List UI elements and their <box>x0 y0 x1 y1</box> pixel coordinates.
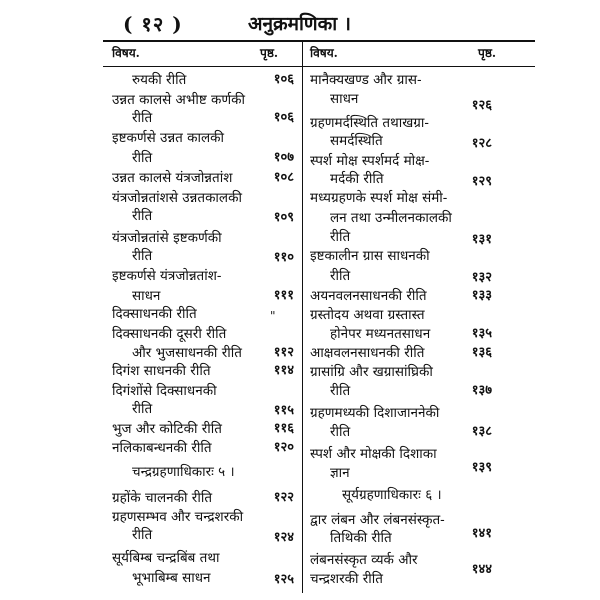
entry-page: १२६ <box>471 98 492 113</box>
entry-text: और भुजसाधनकी रीति <box>132 345 242 361</box>
entry-page: १०६ <box>273 110 294 125</box>
entry-text: रीति <box>330 424 351 440</box>
entry-text: मानैक्यखण्ड और ग्रास- <box>310 72 422 88</box>
entry-page: १३२ <box>471 270 492 285</box>
entry-page: १२९ <box>471 174 492 189</box>
entry-page: १२२ <box>273 490 294 505</box>
entry-page: ११० <box>273 250 294 265</box>
entry-text: इष्टकर्णसे यंत्रजोन्नतांश- <box>112 268 222 284</box>
entry-page: १४४ <box>471 562 492 577</box>
entry-text: यंत्रजोन्नतांसे इष्टकर्णकी <box>112 230 222 246</box>
entry-page: १२४ <box>273 530 294 545</box>
entry-text: समर्दस्थिति <box>330 133 383 149</box>
entry-page: १३९ <box>471 460 492 475</box>
entry-page: १३५ <box>471 326 492 341</box>
top-rule <box>103 40 535 42</box>
entry-text: नलिकाबन्धनकी रीति <box>112 440 212 456</box>
entry-page: १०८ <box>273 170 294 185</box>
entry-text: इष्टकालीन ग्रास साधनकी <box>310 248 430 264</box>
entry-text: दिक्साधनकी रीति <box>112 306 197 322</box>
entry-text: रीति <box>132 527 153 543</box>
entry-page: १०६ <box>273 72 294 87</box>
entry-text: रीति <box>330 268 351 284</box>
entry-text: मर्दकी रीति <box>330 171 384 187</box>
entry-page: १३७ <box>471 383 492 398</box>
entry-text: लंबनसंस्कृत व्यर्क और <box>310 552 418 568</box>
section-heading: सूर्यग्रहणाधिकारः ६ । <box>342 487 442 503</box>
column-divider <box>302 41 303 593</box>
entry-text: होनेपर मध्यनतसाधन <box>330 326 431 342</box>
entry-text: स्पर्श मोक्ष स्पर्शमर्द मोक्ष- <box>310 153 430 169</box>
entry-page: १३१ <box>471 232 492 247</box>
entry-text: दिगंशोंसे दिक्साधनकी <box>112 383 217 399</box>
entry-text: ग्रहणसम्भव और चन्द्रशरकी <box>112 509 244 525</box>
page-header <box>95 6 535 36</box>
entry-text: रीति <box>132 401 153 417</box>
entry-page: १२० <box>273 440 294 455</box>
entry-page: ११४ <box>273 363 294 378</box>
entry-page: १११ <box>273 288 294 303</box>
entry-text: यंत्रजोन्नतांशसे उन्नतकालकी <box>112 190 242 206</box>
entry-text: द्वार लंबन और लंबनसंस्कृत- <box>310 512 445 528</box>
entry-text: चन्द्रशरकी रीति <box>310 571 383 587</box>
entry-text: ग्रहोंके चालनकी रीति <box>112 490 213 506</box>
entry-text: दिगंश साधनकी रीति <box>112 363 211 379</box>
entry-text: भुज और कोटिकी रीति <box>112 421 222 437</box>
entry-text: ग्रासांग्रि और खग्रासांघ्रिकी <box>310 364 433 380</box>
right-heading-page: पृष्ठ. <box>478 46 497 60</box>
entry-text: साधन <box>132 288 161 304</box>
entry-text: अयनवलनसाधनकी रीति <box>310 288 427 304</box>
section-heading: चन्द्रग्रहणाधिकारः ५ । <box>132 464 235 480</box>
entry-text: स्पर्श और मोक्षकी दिशाका <box>310 446 437 462</box>
entry-text: रीति <box>132 150 153 166</box>
entry-text: रीति <box>330 229 351 245</box>
entry-text: इष्टकर्णसे उन्नत कालकी <box>112 130 225 146</box>
heading-rule <box>103 66 535 67</box>
entry-page: ११६ <box>273 421 294 436</box>
entry-text: ग्रस्तोदय अथवा ग्रस्तास्त <box>310 307 425 323</box>
entry-page: ११२ <box>273 345 294 360</box>
entry-text: उन्नत कालसे अभीष्ट कर्णकी <box>112 92 245 108</box>
entry-text: रुयकी रीति <box>132 72 187 88</box>
entry-page: ११५ <box>273 403 294 418</box>
entry-text: रीति <box>132 248 153 264</box>
entry-page: १४१ <box>471 526 492 541</box>
entry-text: भूभाबिम्ब साधन <box>132 570 211 586</box>
entry-text: आक्षवलनसाधनकी रीति <box>310 345 425 361</box>
entry-text: तिथिकी रीति <box>330 530 392 546</box>
entry-page: १२८ <box>471 136 492 151</box>
entry-page: १३६ <box>471 345 492 360</box>
entry-page: १०९ <box>273 210 294 225</box>
entry-text: दिक्साधनकी दूसरी रीति <box>112 326 227 342</box>
entry-text: रीति <box>132 208 153 224</box>
entry-page: १०७ <box>273 150 294 165</box>
entry-text: सूर्यबिम्ब चन्द्रबिंब तथा <box>112 550 220 566</box>
right-heading-subject: विषय. <box>310 46 338 60</box>
entry-text: रीति <box>330 383 351 399</box>
entry-text: ग्रहणमध्यकी दिशाजाननेकी <box>310 405 440 421</box>
entry-text: रीति <box>132 110 153 126</box>
entry-text: लन तथा उन्मीलनकालकी <box>330 210 452 226</box>
entry-page: १३३ <box>471 288 492 303</box>
entry-page: १३८ <box>471 424 492 439</box>
entry-text: ग्रहणमर्दस्थिति तथाखग्रा- <box>310 115 429 131</box>
left-heading-page: पृष्ठ. <box>260 46 279 60</box>
page-title: अनुक्रमणिका । <box>248 13 352 35</box>
entry-text: मध्यग्रहणके स्पर्श मोक्ष संमी- <box>310 190 448 206</box>
page-number: ( १२ ) <box>123 12 183 36</box>
entry-page: १२५ <box>273 572 294 587</box>
entry-text: ज्ञान <box>330 465 350 481</box>
ditto-mark: " <box>270 309 276 323</box>
entry-text: साधन <box>330 91 359 107</box>
entry-text: उन्नत कालसे यंत्रजोन्नतांश <box>112 170 233 186</box>
left-heading-subject: विषय. <box>112 46 140 60</box>
